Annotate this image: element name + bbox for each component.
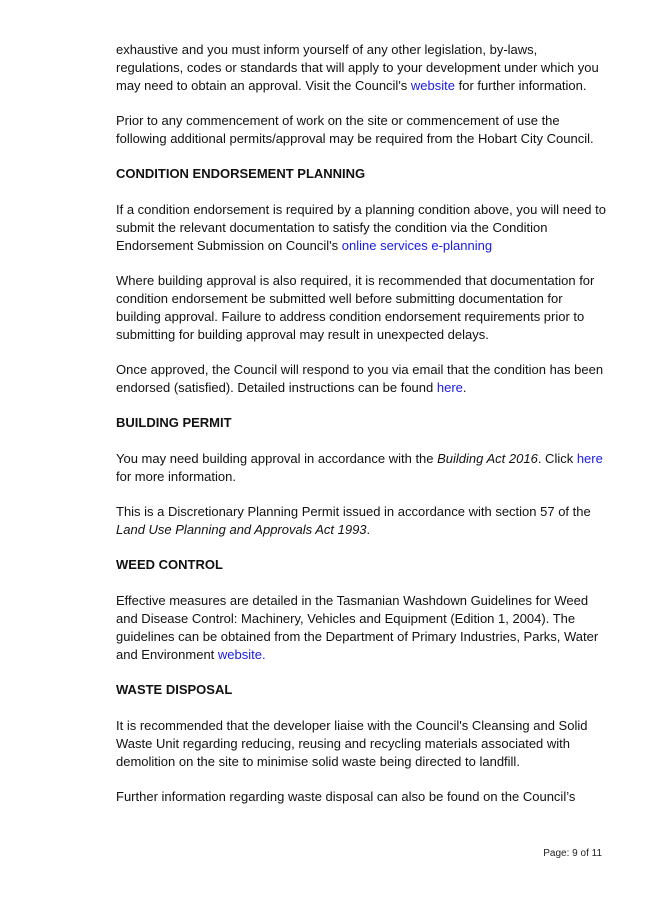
paragraph-text: Once approved, the Council will respond to you via email that the condition has been endorsed (satisfied). Detailed instructions can be found	[116, 362, 604, 395]
planning-act-title: Land Use Planning and Approvals Act 1993	[116, 522, 367, 537]
building-act-title: Building Act 2016	[437, 451, 538, 466]
paragraph-other-legislation	[116, 41, 606, 95]
instructions-here-link[interactable]: here	[436, 380, 463, 395]
paragraph-waste-liaison: It is recommended that the developer liaise with the Council's Cleansing and Solid Waste Unit regarding reducing, reusing and recycling materials associated with demolition on the site to minimise solid waste being directed to landfill.	[116, 718, 588, 769]
heading-waste-disposal: WASTE DISPOSAL	[116, 682, 233, 697]
paragraph-text: .	[462, 380, 467, 395]
heading-building-permit: BUILDING PERMIT	[116, 415, 232, 430]
paragraph-text: You may need building approval in accordance with the	[116, 451, 438, 466]
heading-weed-control: WEED CONTROL	[116, 557, 223, 572]
page-number: Page: 9 of 11	[543, 848, 602, 859]
paragraph-building-act	[116, 450, 606, 486]
paragraph-condition-endorsement	[116, 201, 606, 255]
website-link[interactable]: website	[410, 78, 455, 93]
paragraph-endorsement-response	[116, 361, 606, 397]
online-services-link[interactable]: online services e-planning	[341, 238, 493, 253]
paragraph-text: . Click	[537, 451, 577, 466]
paragraph-building-approval-timing: Where building approval is also required, it is recommended that documentation for condition endorsement be submitted well before submitting documentation for building approval. Failure to address condition endorsement requirements prior to submitting for building approval may result in unexpected delays.	[116, 273, 595, 342]
heading-condition-endorsement: CONDITION ENDORSEMENT PLANNING	[116, 166, 366, 181]
paragraph-text: .	[366, 522, 371, 537]
paragraph-text: exhaustive and you must inform yourself of any other legislation, by-laws, regulations, codes or standards that will apply to your development under which you may need to obtain an approval. Visit the Council's	[116, 42, 599, 93]
building-here-link[interactable]: here	[576, 451, 603, 466]
paragraph-weed-guidelines	[116, 592, 606, 664]
paragraph-text: for further information.	[455, 78, 587, 93]
dpipwe-website-link[interactable]: website.	[217, 647, 266, 662]
paragraph-text: Effective measures are detailed in the Tasmanian Washdown Guidelines for Weed and Disease Control: Machinery, Vehicles and Equipment (Edition 1, 2004). The guidelines can be obtained from the Department of Primary Industries, Parks, Water and Environment	[116, 593, 599, 662]
paragraph-text: This is a Discretionary Planning Permit issued in accordance with section 57 of the	[116, 504, 591, 519]
paragraph-text: If a condition endorsement is required by a planning condition above, you will need to submit the relevant documentation to satisfy the condition via the Condition Endorsement Submission on Council's	[116, 202, 606, 253]
paragraph-waste-further-info: Further information regarding waste disposal can also be found on the Council’s	[116, 789, 576, 804]
paragraph-text: for more information.	[116, 469, 236, 484]
paragraph-additional-permits: Prior to any commencement of work on the site or commencement of use the following additional permits/approval may be required from the Hobart City Council.	[116, 113, 594, 146]
paragraph-discretionary-permit	[116, 503, 606, 539]
